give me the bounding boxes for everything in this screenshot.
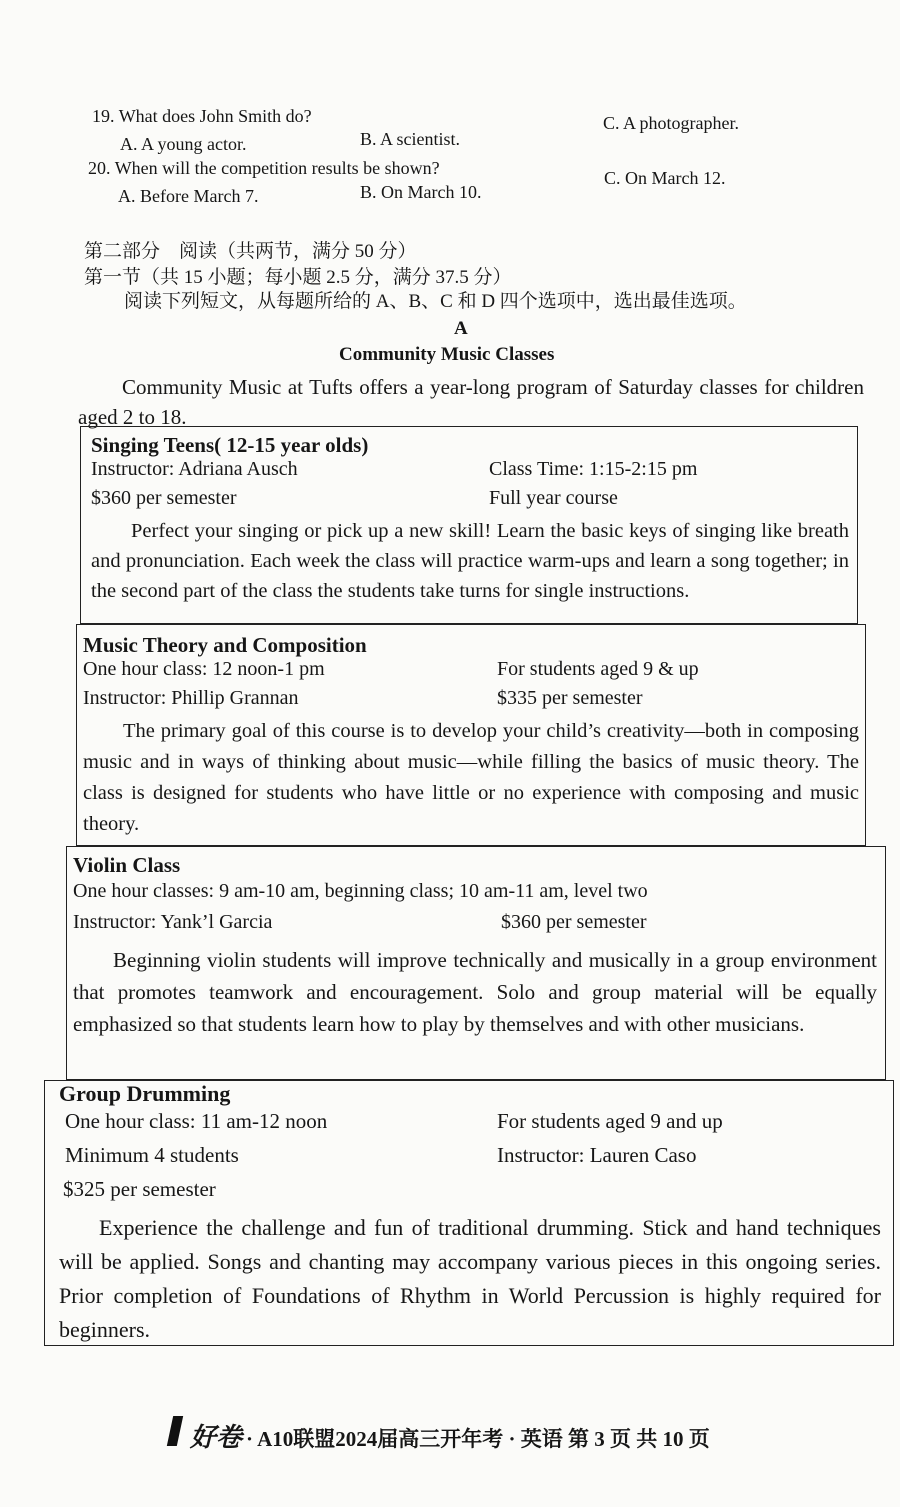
- brand-logo: 好卷: [190, 1423, 243, 1452]
- instructor: Instructor: Phillip Grannan: [83, 687, 299, 709]
- passage-intro: Community Music at Tufts offers a year-long program of Saturday classes for children aged 2 to 18.: [78, 375, 864, 429]
- class-info-row: [73, 911, 877, 944]
- section-part: 第二部分 阅读（共两节，满分 50 分）: [84, 241, 417, 262]
- price: $335 per semester: [497, 687, 643, 709]
- class-heading: Group Drumming: [59, 1081, 231, 1106]
- class-box-singing-teens: [80, 426, 858, 624]
- passage-title: Community Music Classes: [339, 344, 555, 365]
- instructor: Instructor: Lauren Caso: [497, 1143, 697, 1167]
- class-time: One hour class: 11 am-12 noon: [65, 1109, 328, 1133]
- class-heading: Violin Class: [73, 853, 181, 877]
- class-info-row: [59, 1143, 881, 1177]
- question-number: 19.: [92, 106, 115, 126]
- question-number: 20.: [88, 158, 111, 178]
- question-20: [88, 158, 440, 179]
- option-a: A. A young actor.: [120, 134, 247, 154]
- instructor: Instructor: Yank’l Garcia: [73, 911, 273, 933]
- instructor: Instructor: Adriana Ausch: [91, 458, 298, 480]
- class-box-music-theory: [76, 624, 866, 846]
- option-a: A. Before March 7.: [118, 186, 259, 206]
- class-time: One hour class: 12 noon-1 pm: [83, 658, 325, 680]
- option-b: B. A scientist.: [360, 129, 461, 149]
- class-info-row: [59, 1177, 881, 1211]
- class-info-row: [83, 687, 859, 716]
- class-description: The primary goal of this course is to develop your child’s creativity—both in composing music and in ways of thinking about music—while filling the basics of music theory. The class is designed for students who have little or no experience with composing and music theory.: [83, 720, 859, 835]
- class-info-row: [91, 487, 849, 516]
- class-info-row: [73, 880, 877, 911]
- class-info-row: [83, 658, 859, 687]
- passage-letter: A: [454, 318, 468, 339]
- class-description: Beginning violin students will improve technically and musically in a group environment that promotes teamwork and encouragement. Solo and group material will be equally emphasized so that students learn how to play by themselves and with other musicians.: [73, 948, 877, 1036]
- class-info-row: [91, 458, 849, 487]
- minimum-students: Minimum 4 students: [65, 1143, 239, 1167]
- price: $360 per semester: [91, 487, 237, 509]
- class-box-group-drumming: [44, 1080, 894, 1346]
- class-time: Class Time: 1:15-2:15 pm: [489, 458, 698, 480]
- logo-mark-icon: [167, 1416, 183, 1446]
- price: $325 per semester: [63, 1177, 216, 1201]
- class-time: One hour classes: 9 am-10 am, beginning class; 10 am-11 am, level two: [73, 880, 648, 902]
- section-instruction: 阅读下列短文，从每题所给的 A、B、C 和 D 四个选项中，选出最佳选项。: [124, 291, 747, 312]
- question-text: What does John Smith do?: [118, 106, 312, 126]
- option-b: B. On March 10.: [360, 182, 482, 202]
- class-heading: Music Theory and Composition: [83, 633, 367, 657]
- class-info-row: [59, 1109, 881, 1143]
- question-19: [92, 106, 312, 127]
- price: $360 per semester: [501, 911, 647, 933]
- option-c: C. On March 12.: [604, 168, 726, 188]
- class-description: Perfect your singing or pick up a new skill! Learn the basic keys of singing like breath and pronunciation. Each week the class will practice warm-ups and learn a song together; in the second part of the class the students take turns for single instructions.: [91, 520, 849, 602]
- section-subsection: 第一节（共 15 小题；每小题 2.5 分，满分 37.5 分）: [84, 267, 512, 288]
- class-heading: Singing Teens( 12-15 year olds): [91, 433, 369, 457]
- option-c: C. A photographer.: [603, 113, 739, 133]
- footer: [170, 1416, 710, 1454]
- course-length: Full year course: [489, 487, 618, 509]
- age-range: For students aged 9 and up: [497, 1109, 723, 1133]
- age-range: For students aged 9 & up: [497, 658, 699, 680]
- class-description: Experience the challenge and fun of traditional drumming. Stick and hand techniques will be applied. Songs and chanting may accompany various pieces in this ongoing series. Prior completion of Foundations of Rhythm in World Percussion is highly required for beginners.: [59, 1215, 881, 1342]
- class-box-violin: [66, 846, 886, 1080]
- question-text: When will the competition results be shown?: [114, 158, 440, 178]
- footer-text: · A10联盟2024届高三开年考 · 英语 第 3 页 共 10 页: [246, 1427, 710, 1451]
